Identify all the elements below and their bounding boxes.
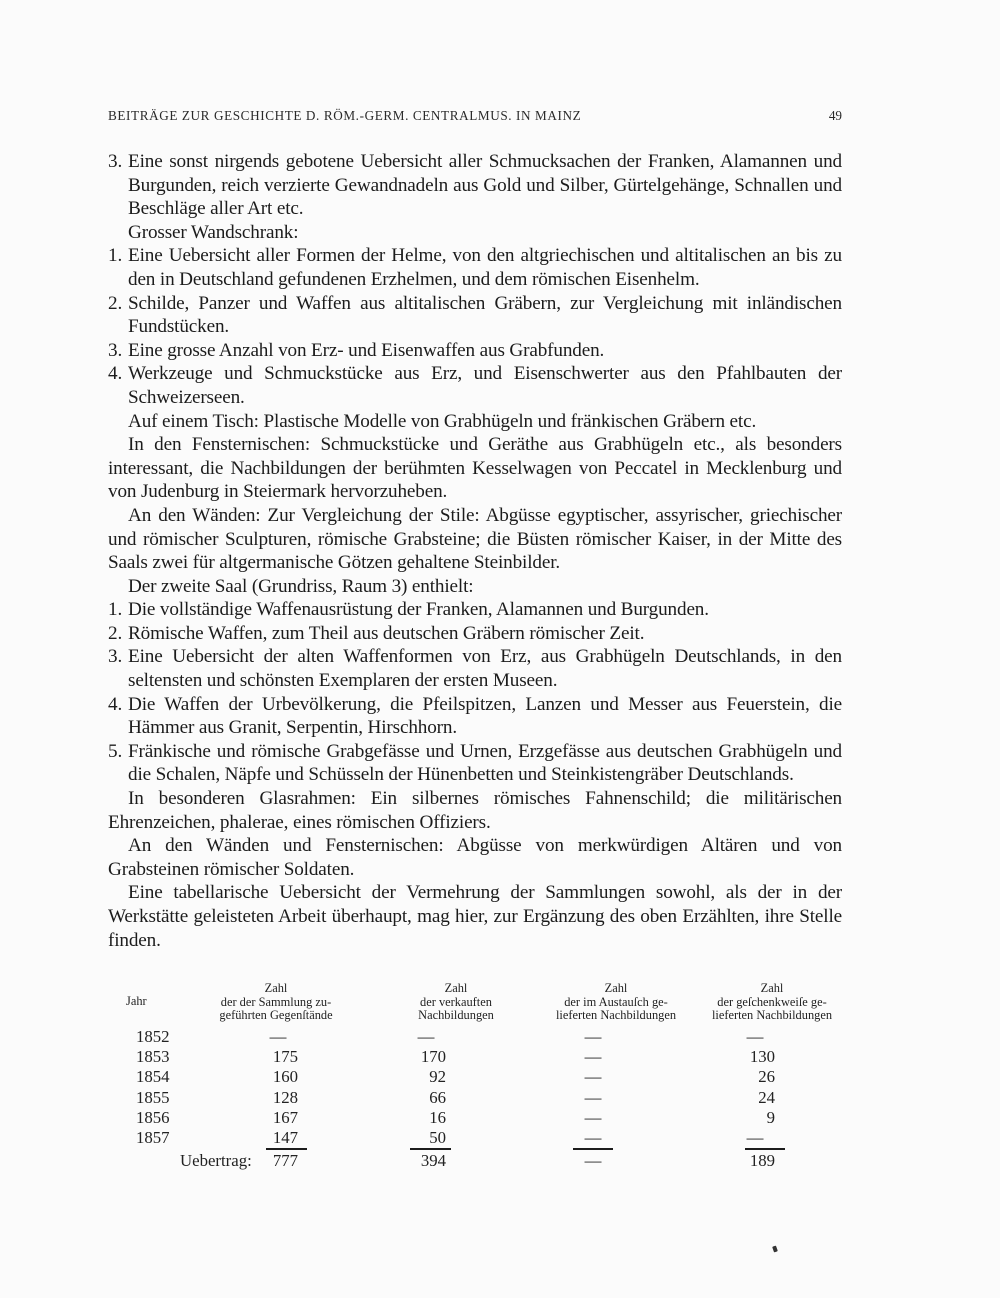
paragraph-tabellarisch: Eine tabellarische Uebersicht der Vermehrung der Sammlungen sowohl, als der in der Werkstätte geleisteten Arbeit überhaupt, mag hier, zur Ergänzung des oben Erzählten, ihre Stelle finden. bbox=[108, 882, 842, 951]
cell: — bbox=[269, 1026, 287, 1046]
header-col-c bbox=[536, 982, 696, 1023]
header-line: geführten Gegenſtände bbox=[219, 1008, 333, 1022]
list-text: Eine grosse Anzahl von Erz- und Eisenwaffen aus Grabfunden. bbox=[128, 339, 605, 361]
list-item bbox=[108, 645, 842, 692]
cell: — bbox=[584, 1108, 602, 1128]
paragraph-zweiter-saal: Der zweite Saal (Grundriss, Raum 3) enthielt: bbox=[128, 575, 474, 597]
year-cell: 1857 bbox=[136, 1128, 170, 1148]
print-speck bbox=[772, 1245, 778, 1252]
cell: — bbox=[746, 1026, 764, 1046]
list-item bbox=[108, 693, 842, 740]
year-cell: 1852 bbox=[136, 1026, 170, 1046]
list-number: 4. bbox=[108, 693, 123, 715]
cell: 170 bbox=[420, 1046, 446, 1066]
cell: 24 bbox=[758, 1087, 775, 1107]
sum-rule-a bbox=[266, 1148, 307, 1150]
cell: 167 bbox=[272, 1108, 298, 1128]
cell: 50 bbox=[429, 1128, 446, 1148]
cell: 9 bbox=[766, 1108, 775, 1128]
list-item bbox=[108, 339, 842, 363]
list-text: Werkzeuge und Schmuckstücke aus Erz, und Eisenschwerter aus den Pfahlbauten der Schweizerseen. bbox=[128, 363, 842, 408]
list-number: 3. bbox=[108, 339, 123, 361]
header-zahl: Zahl bbox=[264, 981, 288, 995]
paragraph-waende-fenster: An den Wänden und Fensternischen: Abgüsse von merkwürdigen Altären und von Grabsteinen römischer Soldaten. bbox=[108, 835, 842, 880]
year-column bbox=[136, 1027, 196, 1149]
total-c: — bbox=[584, 1150, 602, 1170]
header-zahl: Zahl bbox=[444, 981, 468, 995]
header-year: Jahr bbox=[126, 994, 147, 1008]
paragraph-tisch: Auf einem Tisch: Plastische Modelle von Grabhügeln und fränkischen Gräbern etc. bbox=[128, 410, 757, 432]
cell: — bbox=[584, 1026, 602, 1046]
list-number: 3. bbox=[108, 151, 123, 172]
list-item bbox=[108, 292, 842, 339]
cell: 147 bbox=[272, 1128, 298, 1148]
cell: 175 bbox=[272, 1046, 298, 1066]
paragraph-waende: An den Wänden: Zur Vergleichung der Stile: Abgüsse egyptischer, assyrischer, griechischer und römischer Sculpturen, römische Grabsteine; die Büsten römischer Kaiser, in der Mitte des Saals zwei für altgermanische Götzen gehaltene Steinbilder. bbox=[108, 504, 842, 574]
header-col-a bbox=[176, 982, 376, 1023]
list-item bbox=[108, 150, 842, 221]
paragraph-fensternischen: In den Fensternischen: Schmuckstücke und Geräthe aus Grabhügeln etc., als besonders interessant, die Nachbildungen der berühmten Kesselwagen von Peccatel in Mecklenburg und von Judenburg in Steiermark hervorzuheben. bbox=[108, 434, 842, 503]
list-number: 2. bbox=[108, 292, 123, 314]
total-b: 394 bbox=[420, 1150, 446, 1170]
statistics-table bbox=[108, 982, 848, 1172]
header-col-d bbox=[696, 982, 848, 1023]
page-number: 49 bbox=[828, 108, 842, 123]
header-col-b bbox=[376, 982, 536, 1023]
list-item bbox=[108, 244, 842, 291]
cell: — bbox=[584, 1128, 602, 1148]
list-item bbox=[108, 622, 842, 646]
list-item bbox=[108, 598, 842, 622]
list-text: Eine Uebersicht aller Formen der Helme, von den altgriechischen und altitalischen an bis zu den in Deutschland gefundenen Erzhelmen, und dem römischen Eisenhelm. bbox=[128, 245, 842, 290]
sum-rule-b bbox=[410, 1148, 451, 1150]
cell: 128 bbox=[272, 1087, 298, 1107]
page bbox=[108, 106, 842, 952]
cell: 92 bbox=[429, 1067, 446, 1087]
table-header bbox=[108, 982, 848, 1023]
section-heading-wandschrank: Grosser Wandschrank: bbox=[128, 221, 299, 243]
col-b-values bbox=[366, 1027, 446, 1149]
header-line: lieferten Nachbildungen bbox=[711, 1008, 833, 1022]
total-a: 777 bbox=[272, 1150, 298, 1170]
cell: 16 bbox=[429, 1108, 446, 1128]
year-cell: 1856 bbox=[136, 1108, 170, 1128]
list-text: Die vollständige Waffenausrüstung der Franken, Alamannen und Burgunden. bbox=[128, 599, 709, 621]
year-cell: 1853 bbox=[136, 1046, 170, 1066]
sum-rule-d bbox=[745, 1148, 785, 1150]
header-line: lieferten Nachbildungen bbox=[555, 1008, 677, 1022]
cell: — bbox=[584, 1067, 602, 1087]
header-line: der im Austauſch ge- bbox=[564, 994, 668, 1009]
body-text bbox=[108, 150, 842, 952]
cell: — bbox=[584, 1046, 602, 1066]
col-d-values bbox=[695, 1027, 775, 1149]
header-line: der der Sammlung zu- bbox=[220, 994, 332, 1009]
col-c-values bbox=[563, 1027, 623, 1149]
running-head bbox=[108, 106, 842, 126]
table-body bbox=[108, 1027, 848, 1172]
list-number: 4. bbox=[108, 363, 123, 385]
paragraph-glasrahmen: In besonderen Glasrahmen: Ein silbernes römisches Fahnenschild; die militärischen Ehrenzeichen, phalerae, eines römischen Offiziers. bbox=[108, 788, 842, 833]
list-item bbox=[108, 740, 842, 787]
running-title: BEITRÄGE ZUR GESCHICHTE D. RÖM.-GERM. CENTRALMUS. IN MAINZ bbox=[108, 108, 582, 123]
cell: — bbox=[746, 1128, 764, 1148]
total-label: Uebertrag: bbox=[180, 1150, 252, 1170]
list-text: Eine Uebersicht der alten Waffenformen von Erz, aus Grabhügeln Deutschlands, in den seltensten und schönsten Exemplaren der ersten Museen. bbox=[128, 646, 842, 692]
list-item bbox=[108, 362, 842, 409]
list-text: Die Waffen der Urbevölkerung, die Pfeilspitzen, Lanzen und Messer aus Feuerstein, die Hämmer aus Granit, Serpentin, Hirschhorn. bbox=[128, 693, 842, 739]
list-number: 2. bbox=[108, 622, 123, 644]
list-text: Römische Waffen, zum Theil aus deutschen Gräbern römischer Zeit. bbox=[128, 622, 645, 644]
list-number: 1. bbox=[108, 245, 123, 267]
header-zahl: Zahl bbox=[760, 981, 784, 995]
list-number: 1. bbox=[108, 599, 123, 621]
list-number: 5. bbox=[108, 740, 123, 762]
header-line: Nachbildungen bbox=[418, 1008, 494, 1022]
cell: 160 bbox=[272, 1067, 298, 1087]
cell: — bbox=[417, 1026, 435, 1046]
cell: 66 bbox=[429, 1087, 446, 1107]
cell: 26 bbox=[758, 1067, 775, 1087]
list-text: Schilde, Panzer und Waffen aus altitalischen Gräbern, zur Vergleichung mit inländischen Fundstücken. bbox=[128, 292, 842, 338]
list-number: 3. bbox=[108, 646, 123, 668]
header-line: der geſchenkweiſe ge- bbox=[717, 994, 827, 1009]
year-cell: 1854 bbox=[136, 1067, 170, 1087]
header-line: der verkauften bbox=[420, 994, 492, 1009]
list-text: Fränkische und römische Grabgefässe und Urnen, Erzgefässe aus deutschen Grabhügeln und die Schalen, Näpfe und Schüsseln der Hünenbetten und Steinkistengräber Deutschlands. bbox=[128, 740, 842, 786]
list-text: Eine sonst nirgends gebotene Uebersicht aller Schmucksachen der Franken, Alamannen und Burgunden, reich verzierte Gewandnadeln aus Gold und Silber, Gürtelgehänge, Schnallen und Beschläge aller Art etc. bbox=[128, 151, 842, 220]
total-d: 189 bbox=[749, 1150, 775, 1170]
cell: — bbox=[584, 1087, 602, 1107]
year-cell: 1855 bbox=[136, 1087, 170, 1107]
sum-rule-c bbox=[573, 1148, 613, 1150]
col-a-values bbox=[218, 1027, 298, 1149]
cell: 130 bbox=[749, 1046, 775, 1066]
header-zahl: Zahl bbox=[604, 981, 628, 995]
